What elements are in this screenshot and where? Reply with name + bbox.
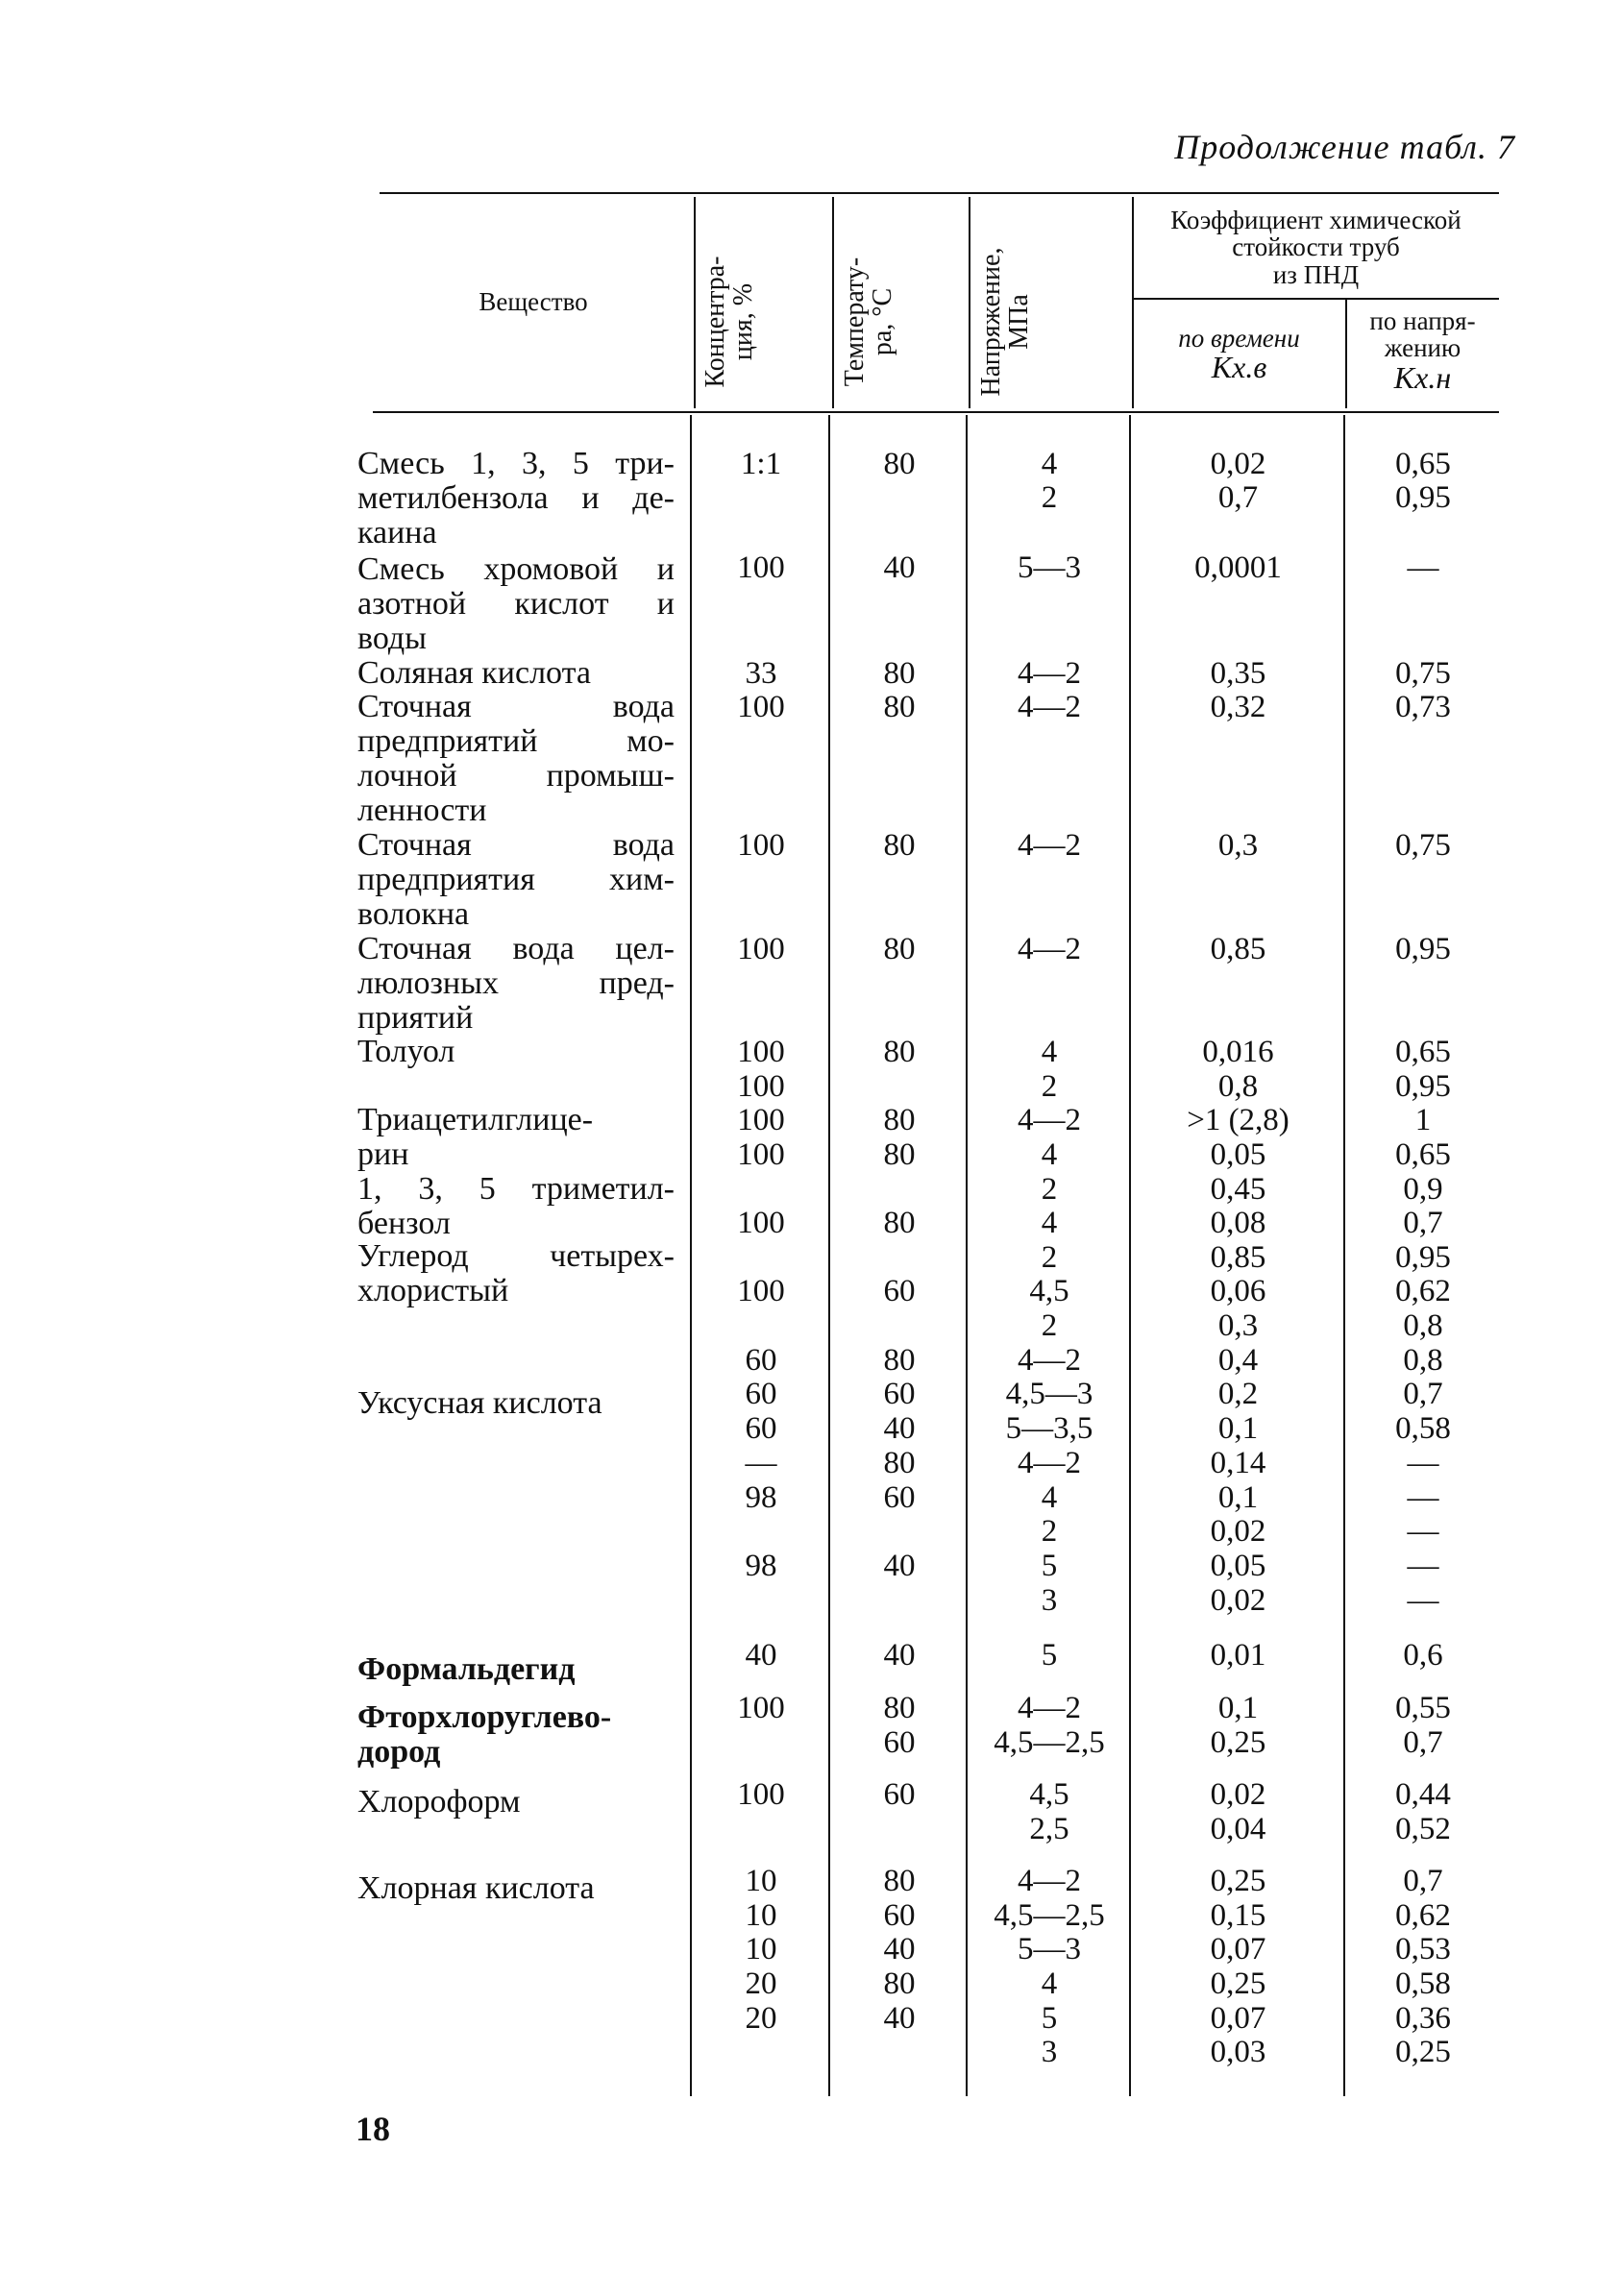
concentration-cell: 98 [745, 1480, 777, 1515]
coef-stress-cell: 0,55 [1395, 1691, 1451, 1725]
coef-stress-cell: 0,52 [1395, 1812, 1451, 1846]
coef-time-cell: 0,45 [1210, 1172, 1266, 1207]
substance-name-line: Фторхлоруглево- [357, 1699, 612, 1735]
stress-cell: 4—2 [1018, 828, 1081, 863]
coef-stress-cell: — [1407, 550, 1439, 585]
stress-cell: 5 [1041, 2001, 1058, 2036]
temperature-cell: 80 [883, 932, 916, 966]
temperature-cell: 80 [883, 1035, 916, 1069]
coef-time-cell: 0,3 [1217, 828, 1259, 863]
coef-stress-cell: 0,44 [1395, 1777, 1451, 1812]
stress-cell: 4 [1041, 1206, 1058, 1240]
concentration-cell: 100 [737, 1103, 785, 1137]
temperature-cell: 40 [883, 1932, 916, 1966]
temperature-cell: 80 [883, 828, 916, 863]
stress-cell: 2 [1041, 480, 1058, 515]
substance-name [357, 1386, 675, 1421]
substance-name-line: Сточная вода [357, 827, 675, 863]
substance-name [357, 932, 675, 1036]
coef-stress-cell: 0,25 [1395, 2035, 1451, 2069]
coef-time-cell: 0,14 [1210, 1446, 1266, 1480]
temperature-cell: 40 [883, 1638, 916, 1673]
coef-stress-cell: 0,6 [1403, 1638, 1443, 1673]
concentration-cell: 20 [745, 1966, 777, 2001]
temperature-cell: 80 [883, 1137, 916, 1172]
coef-stress-cell: 0,95 [1395, 1240, 1451, 1275]
coef-time-cell: 0,0001 [1194, 550, 1282, 585]
concentration-cell: 60 [745, 1343, 777, 1378]
temperature-cell: 80 [883, 1206, 916, 1240]
substance-name-line: Триацетилглице- [357, 1102, 594, 1137]
header-divider-4 [1132, 197, 1134, 408]
stress-cell: 4 [1041, 1035, 1058, 1069]
header-stress: Напряжение, МПа [976, 247, 1035, 397]
stress-cell: 4—2 [1018, 1446, 1081, 1480]
concentration-cell: 10 [745, 1898, 777, 1933]
stress-cell: 4 [1041, 1966, 1058, 2001]
stress-cell: 3 [1041, 2035, 1058, 2069]
body-divider-2 [828, 415, 830, 2096]
substance-name [357, 1239, 675, 1308]
stress-cell: 4,5—2,5 [994, 1725, 1105, 1760]
temperature-cell: 80 [883, 447, 916, 481]
substance-name-line: хлористый [357, 1273, 509, 1308]
stress-cell: 4,5—3 [1005, 1377, 1093, 1411]
substance-name-line: приятий [357, 1000, 474, 1036]
coef-time-cell: 0,85 [1210, 1240, 1266, 1275]
stress-cell: 4—2 [1018, 1103, 1081, 1137]
stress-cell: 4—2 [1018, 1864, 1081, 1898]
coef-time-cell: 0,05 [1210, 1137, 1266, 1172]
table-caption: Продолжение табл. 7 [1174, 128, 1515, 166]
substance-name-line: дород [357, 1734, 441, 1770]
stress-cell: 2 [1041, 1069, 1058, 1104]
stress-cell: 5 [1041, 1638, 1058, 1673]
coef-time-cell: 0,07 [1210, 2001, 1266, 2036]
coef-time-cell: 0,15 [1210, 1898, 1266, 1933]
header-by-time: по времени Kх.в [1178, 324, 1300, 385]
coef-stress-cell: 0,73 [1395, 690, 1451, 724]
temperature-cell: 40 [883, 1549, 916, 1583]
substance-name-line: рин [357, 1136, 409, 1172]
temperature-cell: 40 [883, 550, 916, 585]
stress-cell: 2 [1041, 1308, 1058, 1343]
temperature-cell: 40 [883, 2001, 916, 2036]
coef-time-cell: 0,1 [1217, 1691, 1259, 1725]
coef-stress-cell: 0,62 [1395, 1898, 1451, 1933]
stress-cell: 5—3 [1018, 1932, 1081, 1966]
temperature-cell: 80 [883, 1343, 916, 1378]
coef-time-cell: 0,1 [1217, 1411, 1259, 1446]
coef-time-cell: 0,02 [1210, 1777, 1266, 1812]
coef-stress-cell: 0,36 [1395, 2001, 1451, 2036]
page-number: 18 [356, 2110, 390, 2148]
header-substance: Вещество [479, 287, 588, 316]
coef-header-rule [1134, 298, 1499, 300]
substance-name [357, 1652, 675, 1687]
stress-cell: 5—3 [1018, 550, 1081, 585]
coef-stress-cell: 0,95 [1395, 480, 1451, 515]
stress-cell: 4—2 [1018, 656, 1081, 691]
coef-stress-cell: 0,75 [1395, 828, 1451, 863]
coef-time-cell: 0,2 [1217, 1377, 1259, 1411]
coef-stress-cell: 0,65 [1395, 447, 1451, 481]
concentration-cell: 100 [737, 1274, 785, 1308]
temperature-cell: 60 [883, 1377, 916, 1411]
substance-name [357, 1172, 675, 1241]
table-top-rule [380, 192, 1499, 194]
temperature-cell: 60 [883, 1777, 916, 1812]
concentration-cell: 100 [737, 550, 785, 585]
stress-cell: 4—2 [1018, 1691, 1081, 1725]
coef-stress-cell: 1 [1414, 1103, 1432, 1137]
substance-name-line: Соляная кислота [357, 655, 591, 691]
header-concentration: Концентра- ция, % [700, 256, 759, 388]
temperature-cell: 80 [883, 1446, 916, 1480]
concentration-cell: 33 [745, 656, 777, 691]
stress-cell: 2 [1041, 1172, 1058, 1207]
coef-stress-cell: 0,95 [1395, 932, 1451, 966]
concentration-cell: 1:1 [740, 447, 782, 481]
stress-cell: 4—2 [1018, 690, 1081, 724]
coef-time-cell: 0,7 [1217, 480, 1259, 515]
substance-name-line: метилбензола и де- [357, 480, 675, 516]
coef-stress-cell: 0,8 [1403, 1308, 1443, 1343]
coef-time-cell: 0,08 [1210, 1206, 1266, 1240]
substance-name-line: Толуол [357, 1034, 455, 1069]
concentration-cell: 100 [737, 1069, 785, 1104]
coef-time-cell: 0,07 [1210, 1932, 1266, 1966]
substance-name-line: Сточная вода цел- [357, 931, 675, 966]
substance-name-line: воды [357, 621, 427, 656]
coef-stress-cell: 0,9 [1403, 1172, 1443, 1207]
coef-stress-cell: 0,95 [1395, 1069, 1451, 1104]
concentration-cell: 100 [737, 1206, 785, 1240]
coef-time-cell: 0,25 [1210, 1966, 1266, 2001]
temperature-cell: 60 [883, 1480, 916, 1515]
stress-cell: 4,5 [1029, 1274, 1069, 1308]
coef-stress-cell: — [1407, 1549, 1439, 1583]
substance-name [357, 552, 675, 656]
stress-cell: 2 [1041, 1240, 1058, 1275]
coef-time-cell: 0,02 [1210, 1514, 1266, 1549]
coef-stress-cell: 0,8 [1403, 1343, 1443, 1378]
coef-stress-cell: 0,7 [1403, 1725, 1443, 1760]
coef-time-cell: 0,1 [1217, 1480, 1259, 1515]
coef-time-cell: 0,06 [1210, 1274, 1266, 1308]
coef-time-cell: >1 (2,8) [1187, 1103, 1289, 1137]
substance-name [357, 828, 675, 932]
concentration-cell: 10 [745, 1932, 777, 1966]
coef-time-cell: 0,3 [1217, 1308, 1259, 1343]
coef-stress-cell: 0,65 [1395, 1137, 1451, 1172]
stress-cell: 4,5—2,5 [994, 1898, 1105, 1933]
concentration-cell: 40 [745, 1638, 777, 1673]
header-divider-2 [832, 197, 834, 408]
coef-stress-cell: — [1407, 1514, 1439, 1549]
coef-time-cell: 0,35 [1210, 656, 1266, 691]
concentration-cell: 100 [737, 690, 785, 724]
coef-time-cell: 0,4 [1217, 1343, 1259, 1378]
concentration-cell: 98 [745, 1549, 777, 1583]
header-divider-5 [1345, 300, 1347, 408]
header-coefficient: Коэффициент химической стойкости труб из ПНД [1170, 206, 1461, 289]
coef-time-cell: 0,05 [1210, 1549, 1266, 1583]
stress-cell: 3 [1041, 1583, 1058, 1618]
coef-stress-cell: 0,62 [1395, 1274, 1451, 1308]
temperature-cell: 60 [883, 1274, 916, 1308]
stress-cell: 5—3,5 [1005, 1411, 1093, 1446]
substance-name [357, 447, 675, 550]
substance-name [357, 1785, 675, 1820]
concentration-cell: 20 [745, 2001, 777, 2036]
concentration-cell: 100 [737, 1137, 785, 1172]
substance-name-line: волокна [357, 896, 470, 932]
coef-stress-cell: 0,53 [1395, 1932, 1451, 1966]
substance-name-line: лочной промыш- [357, 758, 675, 794]
temperature-cell: 80 [883, 1691, 916, 1725]
stress-cell: 2,5 [1029, 1812, 1069, 1846]
body-divider-4 [1129, 415, 1131, 2096]
coef-time-cell: 0,8 [1217, 1069, 1259, 1104]
concentration-cell: 60 [745, 1377, 777, 1411]
temperature-cell: 40 [883, 1411, 916, 1446]
substance-name [357, 1871, 675, 1906]
coef-stress-cell: 0,7 [1403, 1377, 1443, 1411]
temperature-cell: 80 [883, 1103, 916, 1137]
substance-name-line: предприятий мо- [357, 723, 675, 759]
coef-time-cell: 0,01 [1210, 1638, 1266, 1673]
header-by-stress: по напря- жению Kх.н [1369, 306, 1476, 395]
substance-name [357, 1103, 675, 1172]
concentration-cell: 60 [745, 1411, 777, 1446]
concentration-cell: — [745, 1446, 777, 1480]
coef-stress-cell: — [1407, 1583, 1439, 1618]
stress-cell: 4 [1041, 447, 1058, 481]
body-divider-5 [1343, 415, 1345, 2096]
substance-name-line: Хлорная кислота [357, 1870, 595, 1906]
coef-time-cell: 0,25 [1210, 1864, 1266, 1898]
stress-cell: 4—2 [1018, 932, 1081, 966]
coef-time-cell: 0,03 [1210, 2035, 1266, 2069]
coef-stress-cell: 0,58 [1395, 1411, 1451, 1446]
substance-name-line: предприятия хим- [357, 862, 675, 897]
substance-name-line: Углерод четырех- [357, 1238, 675, 1274]
substance-name-line: Хлороформ [357, 1784, 521, 1820]
coef-stress-cell: 0,7 [1403, 1864, 1443, 1898]
substance-name-line: Формальдегид [357, 1651, 576, 1687]
coef-time-cell: 0,85 [1210, 932, 1266, 966]
body-divider-1 [690, 415, 692, 2096]
coef-time-cell: 0,02 [1210, 447, 1266, 481]
stress-cell: 5 [1041, 1549, 1058, 1583]
coef-stress-cell: 0,7 [1403, 1206, 1443, 1240]
coef-stress-cell: — [1407, 1480, 1439, 1515]
stress-cell: 4—2 [1018, 1343, 1081, 1378]
temperature-cell: 80 [883, 1966, 916, 2001]
substance-name [357, 690, 675, 828]
concentration-cell: 100 [737, 1035, 785, 1069]
coef-stress-cell: — [1407, 1446, 1439, 1480]
substance-name-line: Смесь 1, 3, 5 три- [357, 446, 675, 481]
concentration-cell: 100 [737, 1691, 785, 1725]
header-bottom-rule [373, 411, 1499, 413]
coef-time-cell: 0,32 [1210, 690, 1266, 724]
concentration-cell: 100 [737, 932, 785, 966]
substance-name-line: ленности [357, 793, 487, 828]
temperature-cell: 80 [883, 1864, 916, 1898]
substance-name-line: азотной кислот и [357, 586, 675, 622]
coef-stress-cell: 0,65 [1395, 1035, 1451, 1069]
substance-name-line: 1, 3, 5 триметил- [357, 1171, 675, 1207]
header-temperature: Температу- ра, °С [840, 256, 898, 387]
substance-name [357, 1035, 675, 1069]
header-divider-3 [969, 197, 970, 408]
substance-name [357, 656, 675, 691]
coef-time-cell: 0,02 [1210, 1583, 1266, 1618]
stress-cell: 4 [1041, 1137, 1058, 1172]
coef-stress-cell: 0,58 [1395, 1966, 1451, 2001]
substance-name [357, 1700, 675, 1770]
substance-name-line: Уксусная кислота [357, 1385, 602, 1421]
substance-name-line: Смесь хромовой и [357, 551, 675, 587]
stress-cell: 4,5 [1029, 1777, 1069, 1812]
temperature-cell: 80 [883, 690, 916, 724]
coef-time-cell: 0,04 [1210, 1812, 1266, 1846]
substance-name-line: каина [357, 515, 437, 550]
coef-stress-cell: 0,75 [1395, 656, 1451, 691]
concentration-cell: 100 [737, 828, 785, 863]
concentration-cell: 10 [745, 1864, 777, 1898]
temperature-cell: 60 [883, 1898, 916, 1933]
concentration-cell: 100 [737, 1777, 785, 1812]
header-divider-1 [694, 197, 696, 408]
temperature-cell: 80 [883, 656, 916, 691]
substance-name-line: бензол [357, 1206, 451, 1241]
temperature-cell: 60 [883, 1725, 916, 1760]
substance-name-line: Сточная вода [357, 689, 675, 724]
coef-time-cell: 0,016 [1202, 1035, 1274, 1069]
substance-name-line: люлозных пред- [357, 965, 675, 1001]
coef-time-cell: 0,25 [1210, 1725, 1266, 1760]
stress-cell: 4 [1041, 1480, 1058, 1515]
stress-cell: 2 [1041, 1514, 1058, 1549]
